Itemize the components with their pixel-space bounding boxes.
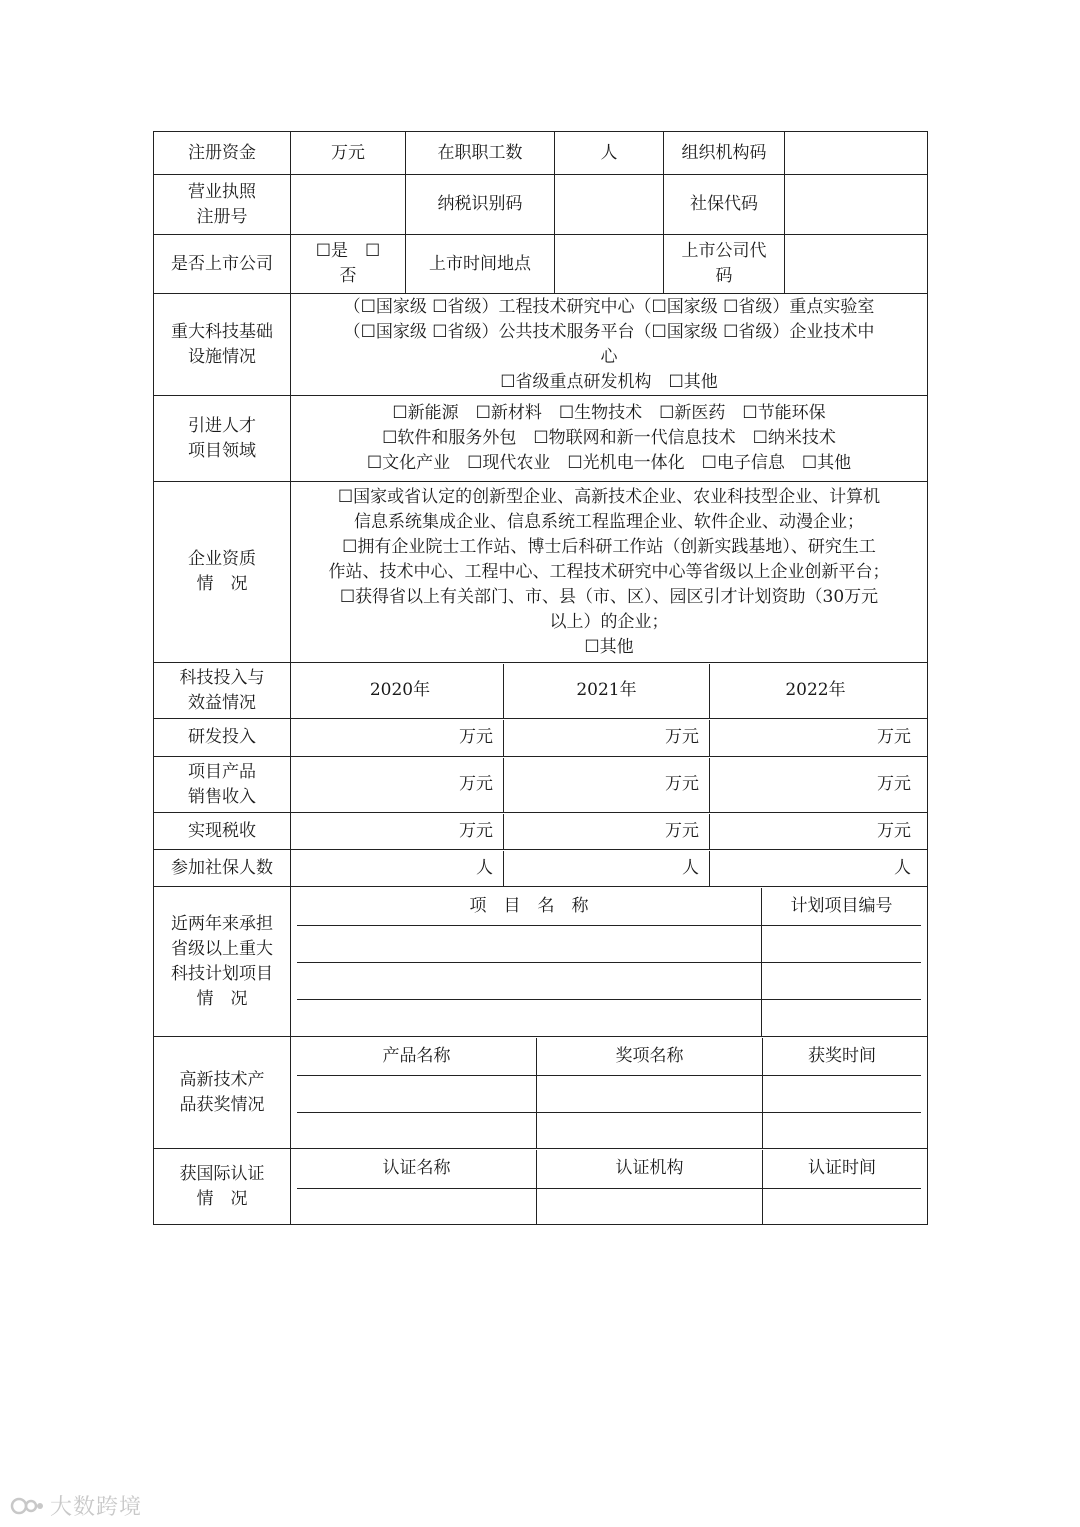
projects-label-line3: 科技计划项目: [171, 963, 273, 984]
certification-row1-time[interactable]: [762, 1188, 921, 1224]
talent-label-line2: 项目领域: [188, 440, 256, 461]
year-header-row: [291, 663, 928, 719]
rd-label: 研发投入: [154, 719, 291, 757]
awards-row2-award[interactable]: [536, 1112, 762, 1148]
qualification-line1[interactable]: ☐国家或省认定的创新型企业、高新技术企业、农业科技型企业、计算机: [337, 486, 881, 507]
license-label: [154, 175, 291, 235]
talent-label: [154, 396, 291, 482]
reg-capital-label: 注册资金: [154, 132, 291, 175]
year-2022-header: 2022年: [709, 664, 921, 718]
rd-2020-field[interactable]: 万元: [459, 727, 493, 747]
qualification-label-line1: 企业资质: [188, 549, 256, 569]
license-field[interactable]: [291, 175, 406, 235]
license-label-line1: 营业执照: [188, 181, 256, 202]
investment-label: [154, 663, 291, 719]
facilities-line2[interactable]: （☐国家级 ☐省级）公共技术服务平台（☐国家级 ☐省级）企业技术中: [343, 321, 875, 342]
projects-col-name: 项 目 名 称: [469, 895, 589, 916]
certification-row1-name[interactable]: [297, 1188, 536, 1224]
tax-id-label: 纳税识别码: [406, 175, 555, 235]
projects-label-line4: 情 况: [196, 988, 248, 1009]
listed-label: 是否上市公司: [154, 235, 291, 294]
facilities-label-line1: 重大科技基础: [171, 321, 273, 342]
watermark-logo-icon: [10, 1494, 44, 1518]
facilities-line3: 心: [600, 346, 618, 367]
awards-row2-time[interactable]: [762, 1112, 921, 1148]
org-code-field[interactable]: [785, 132, 928, 175]
listed-code-label-line1: 上市公司代: [681, 241, 767, 261]
insured-label: 参加社保人数: [154, 850, 291, 887]
projects-row1-name[interactable]: [297, 925, 761, 962]
awards-col-award: 奖项名称: [536, 1038, 762, 1075]
tax-label: 实现税收: [154, 813, 291, 850]
watermark-text: 大数跨境: [50, 1495, 143, 1520]
certification-col-org: 认证机构: [536, 1150, 762, 1188]
facilities-label-line2: 设施情况: [188, 346, 256, 367]
projects-col-code: 计划项目编号: [761, 888, 921, 925]
awards-table: [291, 1037, 928, 1149]
talent-options[interactable]: [291, 396, 928, 482]
certification-row1-org[interactable]: [536, 1188, 762, 1224]
awards-col-time: 获奖时间: [762, 1038, 921, 1075]
talent-label-line1: 引进人才: [188, 415, 256, 436]
tax-row: [291, 813, 928, 850]
projects-label: [154, 887, 291, 1037]
qualification-line3[interactable]: ☐拥有企业院士工作站、博士后科研工作站（创新实践基地）、研究生工: [342, 536, 876, 557]
sales-2022-field[interactable]: 万元: [709, 758, 921, 812]
license-label-line2: 注册号: [196, 206, 248, 227]
awards-label-line2: 品获奖情况: [179, 1094, 265, 1115]
listed-code-label: [664, 235, 785, 294]
employees-field[interactable]: 人: [555, 132, 664, 175]
application-form-table: [153, 131, 928, 1225]
listing-time-field[interactable]: [555, 235, 664, 294]
qualification-line5[interactable]: ☐获得省以上有关部门、市、县（市、区）、园区引才计划资助（30万元: [339, 586, 879, 607]
qualification-label: [154, 482, 291, 663]
awards-row1-time[interactable]: [762, 1075, 921, 1112]
qualification-line7[interactable]: ☐其他: [584, 636, 634, 657]
listed-yes-option[interactable]: ☐是 ☐: [315, 241, 381, 261]
qualification-line2: 信息系统集成企业、信息系统工程监理企业、软件企业、动漫企业；: [354, 511, 864, 532]
certification-table: [291, 1149, 928, 1225]
projects-row2-name[interactable]: [297, 962, 761, 999]
listing-time-label: 上市时间地点: [406, 235, 555, 294]
projects-label-line1: 近两年来承担: [171, 913, 273, 934]
insured-2022-field[interactable]: 人: [709, 851, 921, 886]
certification-col-name: 认证名称: [382, 1158, 451, 1178]
qualification-options[interactable]: [291, 482, 928, 663]
awards-label: [154, 1037, 291, 1149]
watermark: [10, 1490, 142, 1521]
reg-capital-field[interactable]: 万元: [291, 132, 406, 175]
awards-row2-product[interactable]: [297, 1112, 536, 1148]
certification-col-time: 认证时间: [762, 1150, 921, 1188]
qualification-line4: 作站、技术中心、工程中心、工程技术研究中心等省级以上企业创新平台；: [328, 561, 890, 582]
sales-2020-field[interactable]: 万元: [459, 774, 493, 794]
projects-table: [291, 887, 928, 1037]
talent-line3[interactable]: ☐文化产业 ☐现代农业 ☐光机电一体化 ☐电子信息 ☐其他: [366, 453, 852, 473]
sales-row: [291, 757, 928, 813]
rd-row: [291, 719, 928, 757]
investment-label-line2: 效益情况: [188, 692, 256, 713]
insured-2020-field[interactable]: 人: [476, 857, 493, 878]
projects-row2-code[interactable]: [761, 962, 921, 999]
facilities-line1[interactable]: （☐国家级 ☐省级）工程技术研究中心（☐国家级 ☐省级）重点实验室: [343, 296, 875, 317]
sales-label: [154, 757, 291, 813]
listed-no-option[interactable]: 否: [339, 266, 357, 286]
tax-id-field[interactable]: [555, 175, 664, 235]
sales-label-line1: 项目产品: [188, 761, 256, 782]
certification-label-line2: 情 况: [196, 1188, 248, 1209]
tax-2020-field[interactable]: 万元: [459, 820, 493, 841]
listed-code-field[interactable]: [785, 235, 928, 294]
year-2021-header: 2021年: [503, 664, 709, 718]
insured-2021-field[interactable]: 人: [503, 851, 709, 886]
listed-checkboxes[interactable]: [291, 235, 406, 294]
projects-row3-code[interactable]: [761, 999, 921, 1036]
tax-2022-field[interactable]: 万元: [709, 814, 921, 849]
projects-row3-name[interactable]: [297, 999, 761, 1036]
rd-2021-field[interactable]: 万元: [503, 720, 709, 756]
awards-label-line1: 高新技术产: [179, 1069, 265, 1090]
awards-row1-award[interactable]: [536, 1075, 762, 1112]
certification-label-line1: 获国际认证: [179, 1163, 265, 1184]
insured-row: [291, 850, 928, 887]
facilities-line4[interactable]: ☐省级重点研发机构 ☐其他: [500, 371, 718, 392]
qualification-line6: 以上）的企业；: [549, 611, 669, 632]
projects-row1-code[interactable]: [761, 925, 921, 962]
awards-col-product: 产品名称: [382, 1045, 451, 1066]
talent-line2[interactable]: ☐软件和服务外包 ☐物联网和新一代信息技术 ☐纳米技术: [382, 428, 836, 448]
projects-label-line2: 省级以上重大: [171, 938, 273, 959]
sales-label-line2: 销售收入: [188, 786, 256, 807]
year-2020-header: 2020年: [369, 680, 431, 700]
facilities-label: [154, 294, 291, 396]
awards-row1-product[interactable]: [297, 1075, 536, 1112]
qualification-label-line2: 情 况: [196, 574, 248, 594]
rd-2022-field[interactable]: 万元: [709, 720, 921, 756]
social-code-field[interactable]: [785, 175, 928, 235]
listed-code-label-line2: 码: [715, 266, 733, 286]
investment-label-line1: 科技投入与: [179, 667, 265, 688]
sales-2021-field[interactable]: 万元: [503, 758, 709, 812]
certification-label: [154, 1149, 291, 1225]
employees-label: 在职职工数: [406, 132, 555, 175]
org-code-label: 组织机构码: [664, 132, 785, 175]
social-code-label: 社保代码: [664, 175, 785, 235]
facilities-options[interactable]: [291, 294, 928, 396]
tax-2021-field[interactable]: 万元: [503, 814, 709, 849]
talent-line1[interactable]: ☐新能源 ☐新材料 ☐生物技术 ☐新医药 ☐节能环保: [392, 403, 826, 423]
